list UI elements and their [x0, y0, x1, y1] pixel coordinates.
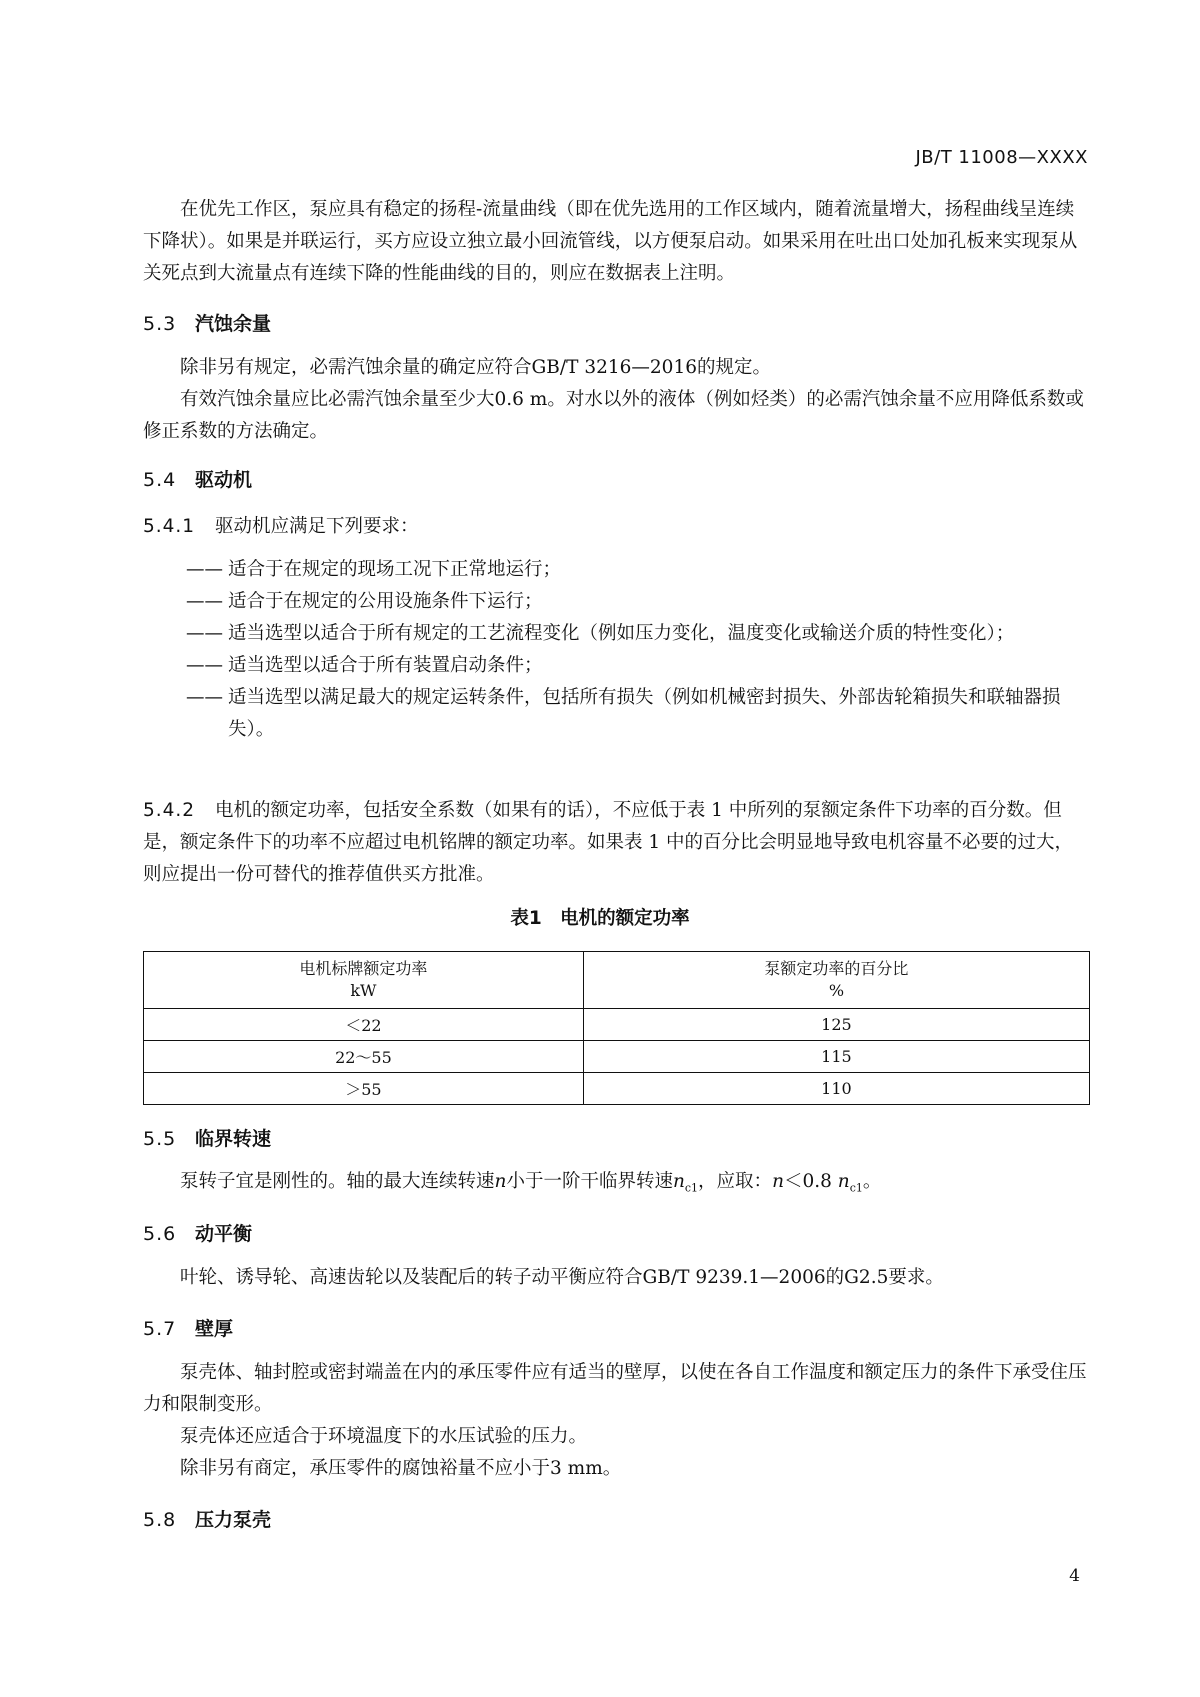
section-5-5-paragraph — [143, 1166, 1090, 1205]
clause-5-4-2 — [143, 795, 1090, 891]
section-5-7-paragraph-1: 泵壳体、轴封腔或密封端盖在内的承压零件应有适当的壁厚，以使在各自工作温度和额定压力的条件下承受住压力和限制变形。 — [143, 1362, 1087, 1415]
list-item-text: 适当选型以适合于所有装置启动条件； — [228, 655, 543, 676]
table-row — [144, 1073, 1090, 1105]
list-dash: —— — [186, 559, 223, 580]
section-5-3-heading — [143, 309, 271, 336]
list-item-text: 适合于在规定的现场工况下正常地运行； — [228, 559, 562, 580]
list-dash: —— — [186, 591, 223, 612]
section-number: 5.4 — [143, 469, 177, 491]
table-caption: 表1 电机的额定功率 — [510, 908, 690, 929]
list-item-text: 适当选型以满足最大的规定运转条件，包括所有损失（例如机械密封损失、外部齿轮箱损失和联轴器损失）。 — [228, 687, 1061, 740]
section-5-3-paragraph-1: 除非另有规定，必需汽蚀余量的确定应符合GB/T 3216—2016的规定。 — [180, 357, 771, 378]
section-5-5-heading — [143, 1124, 271, 1151]
section-5-7-heading — [143, 1314, 233, 1341]
section-5-6-heading — [143, 1219, 252, 1246]
header-label: 泵额定功率的百分比 — [764, 959, 909, 978]
table-row — [144, 1041, 1090, 1073]
section-number: 5.8 — [143, 1509, 177, 1531]
clause-number: 5.4.1 — [143, 516, 196, 537]
list-item — [186, 682, 1090, 746]
section-number: 5.5 — [143, 1128, 177, 1150]
section-5-7-paragraph-2: 泵壳体还应适合于环境温度下的水压试验的压力。 — [180, 1426, 588, 1447]
motor-power-table — [143, 951, 1090, 1105]
cell-power: 22～55 — [144, 1041, 584, 1073]
clause-text: 驱动机应满足下列要求： — [215, 516, 419, 537]
list-dash: —— — [186, 623, 223, 644]
cell-percent: 110 — [583, 1073, 1089, 1105]
list-dash: —— — [186, 655, 223, 676]
page-number: 4 — [1069, 1566, 1080, 1586]
column-header-pump-percent — [583, 952, 1089, 1009]
variable-n: n — [494, 1171, 507, 1192]
subscript-c1: c1 — [684, 1181, 699, 1195]
text-run: 泵转子宜是刚性的。轴的最大连续转速 — [180, 1171, 495, 1192]
section-title: 动平衡 — [195, 1223, 253, 1245]
list-item — [186, 554, 1090, 586]
section-title: 壁厚 — [195, 1318, 234, 1340]
text-run: 。 — [862, 1171, 882, 1192]
list-item — [186, 618, 1090, 650]
requirements-list — [186, 554, 1090, 746]
variable-nc1: n — [672, 1171, 685, 1192]
section-5-4-heading — [143, 465, 252, 492]
clause-number: 5.4.2 — [143, 800, 196, 821]
column-header-motor-power — [144, 952, 584, 1009]
section-5-6-paragraph: 叶轮、诱导轮、高速齿轮以及装配后的转子动平衡应符合GB/T 9239.1—2006的G2.5要求。 — [180, 1267, 944, 1288]
clause-5-4-1 — [143, 512, 419, 538]
cell-power: ＜22 — [144, 1009, 584, 1041]
intro-paragraph: 在优先工作区，泵应具有稳定的扬程-流量曲线（即在优先选用的工作区域内，随着流量增大，扬程曲线呈连续下降状）。如果是并联运行，买方应设立独立最小回流管线，以方便泵启动。如果采用在吐出口处加孔板来实现泵从关死点到大流量点有连续下降的性能曲线的目的，则应在数据表上注明。 — [143, 199, 1078, 284]
list-item-text: 适合于在规定的公用设施条件下运行； — [228, 591, 543, 612]
cell-power: ＞55 — [144, 1073, 584, 1105]
section-number: 5.6 — [143, 1223, 177, 1245]
variable-nc1: n — [837, 1171, 850, 1192]
section-title: 汽蚀余量 — [195, 313, 272, 335]
header-label: 电机标牌额定功率 — [299, 959, 428, 978]
section-5-7-paragraph-3: 除非另有商定，承压零件的腐蚀裕量不应小于3 mm。 — [180, 1458, 622, 1479]
text-run: 小于一阶干临界转速 — [506, 1171, 673, 1192]
table-row — [144, 1009, 1090, 1041]
document-code: JB/T 11008—XXXX — [915, 147, 1088, 168]
section-5-8-heading — [143, 1505, 271, 1532]
header-unit: % — [828, 981, 845, 1000]
list-item — [186, 650, 1090, 682]
section-title: 压力泵壳 — [195, 1509, 272, 1531]
header-unit: kW — [350, 981, 377, 1000]
section-title: 驱动机 — [195, 469, 253, 491]
section-5-3-paragraph-2: 有效汽蚀余量应比必需汽蚀余量至少大0.6 m。对水以外的液体（例如烃类）的必需汽蚀余量不应用降低系数或修正系数的方法确定。 — [143, 389, 1084, 442]
list-item — [186, 586, 1090, 618]
cell-percent: 115 — [583, 1041, 1089, 1073]
clause-text: 电机的额定功率，包括安全系数（如果有的话），不应低于表 1 中所列的泵额定条件下功率的百分数。但是，额定条件下的功率不应超过电机铭牌的额定功率。如果表 1 中的百分比会明显地导致电机容量不必要的过大，则应提出一份可替代的推荐值供买方批准。 — [143, 800, 1074, 885]
text-run: ，应取： — [698, 1171, 773, 1192]
subscript-c1: c1 — [849, 1181, 863, 1195]
list-item-text: 适当选型以适合于所有规定的工艺流程变化（例如压力变化，温度变化或输送介质的特性变化）； — [228, 623, 1015, 644]
list-dash: —— — [186, 687, 223, 708]
section-number: 5.3 — [143, 313, 177, 335]
variable-n: n — [772, 1171, 784, 1192]
section-number: 5.7 — [143, 1318, 177, 1340]
text-run: ＜0.8 — [783, 1171, 838, 1192]
section-title: 临界转速 — [195, 1128, 272, 1150]
cell-percent: 125 — [583, 1009, 1089, 1041]
